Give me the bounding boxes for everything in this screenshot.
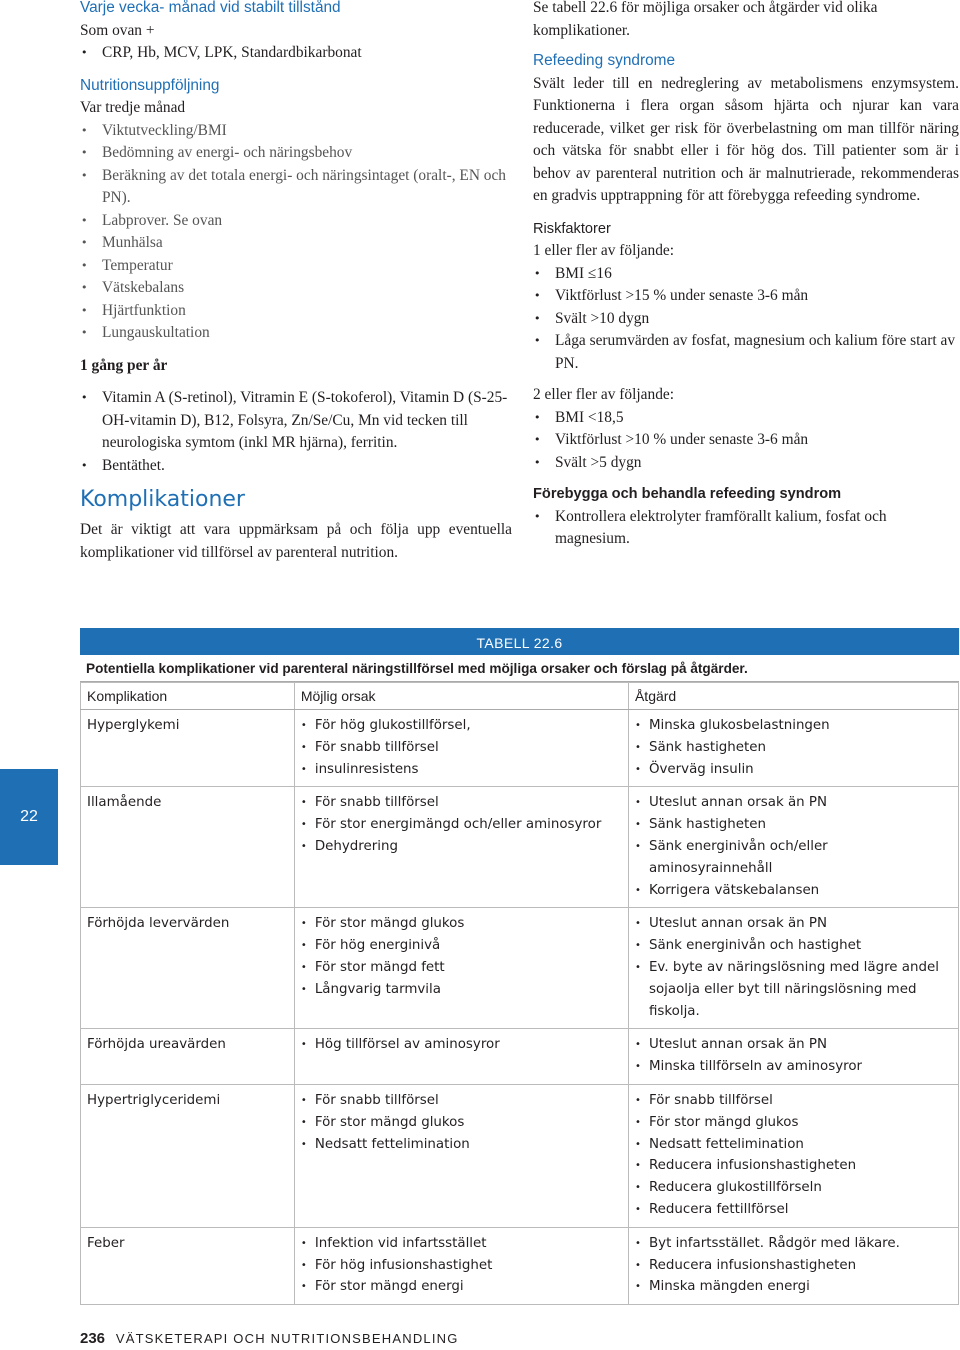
cell-list-item: • För snabb tillförsel xyxy=(635,1090,952,1112)
cell-list-item: • För stor mängd glukos xyxy=(635,1112,952,1134)
cell-komplikation: Illamående xyxy=(81,787,295,908)
cell-atgard xyxy=(628,1029,958,1085)
list-item: • Viktutveckling/BMI xyxy=(80,120,512,143)
cell-list-item: • Uteslut annan orsak än PN xyxy=(635,792,952,814)
list-item: • Vitamin A (S-retinol), Vitramin E (S-tokoferol), Vitamin D (S-25-OH-vitamin D), B12, Folsyra, Zn/Se/Cu, Mn vid tecken till neurologiska symtom (inkl MR hjärna), ferritin. xyxy=(80,387,512,455)
list-item: • CRP, Hb, MCV, LPK, Standardbikarbonat xyxy=(80,42,512,65)
page-footer xyxy=(80,1330,459,1347)
cell-list-item: • För stor mängd energi xyxy=(301,1276,622,1298)
weekly-list xyxy=(80,42,512,65)
refeeding-heading: Refeeding syndrome xyxy=(533,52,676,69)
list-item: • Bentäthet. xyxy=(80,455,512,478)
cell-list-item: • Minska tillförseln av aminosyror xyxy=(635,1056,952,1078)
complications-table-block xyxy=(80,628,959,1305)
list-item: • Lungauskultation xyxy=(80,322,512,345)
cell-list-item: • Dehydrering xyxy=(301,836,622,858)
yearly-heading: 1 gång per år xyxy=(80,356,168,374)
cell-list-item: • Korrigera vätskebalansen xyxy=(635,880,952,902)
table-caption: Potentiella komplikationer vid parenteral näringstillförsel med möjliga orsaker och förslag på åtgärder. xyxy=(80,655,959,682)
weekly-intro: Som ovan + xyxy=(80,21,155,39)
list-item: • Låga serumvärden av fosfat, magnesium och kalium före start av PN. xyxy=(533,330,959,375)
cell-list-item: • Reducera fettillförsel xyxy=(635,1199,952,1221)
cell-komplikation: Hypertriglyceridemi xyxy=(81,1084,295,1227)
header-atgard: Åtgärd xyxy=(628,683,958,710)
cell-list-item: • För stor mängd fett xyxy=(301,957,622,979)
cell-list-item: • Minska mängden energi xyxy=(635,1276,952,1298)
cell-list-item: • Reducera infusionshastigheten xyxy=(635,1155,952,1177)
table-row xyxy=(81,1084,959,1227)
two-or-more-list xyxy=(533,407,959,475)
cell-list-item: • Nedsatt fettelimination xyxy=(301,1134,622,1156)
table-label: TABELL 22.6 xyxy=(80,628,959,655)
see-table-text: Se tabell 22.6 för möjliga orsaker och åtgärder vid olika komplikationer. xyxy=(533,0,878,39)
cell-list-item: • Reducera glukostillförseln xyxy=(635,1177,952,1199)
cell-atgard xyxy=(628,1084,958,1227)
list-item: • Viktförlust >10 % under senaste 3-6 mån xyxy=(533,429,959,452)
table-row xyxy=(81,710,959,787)
cell-list-item: • Reducera infusionshastigheten xyxy=(635,1255,952,1277)
cell-list-item: • För hög infusionshastighet xyxy=(301,1255,622,1277)
cell-list-item: • Sänk hastigheten xyxy=(635,814,952,836)
cell-list-item: • För stor energimängd och/eller aminosyror xyxy=(301,814,622,836)
cell-orsak xyxy=(294,1084,628,1227)
cell-orsak xyxy=(294,1227,628,1304)
footer-section: VÄTSKETERAPI OCH NUTRITIONSBEHANDLING xyxy=(115,1331,459,1346)
complications-text: Det är viktigt att vara uppmärksam på och följa upp eventuella komplikationer vid tillförsel av parenteral nutrition. xyxy=(80,521,512,561)
cell-list-item: • Infektion vid infartsstället xyxy=(301,1233,622,1255)
cell-list-item: • För stor mängd glukos xyxy=(301,1112,622,1134)
list-item: • Munhälsa xyxy=(80,232,512,255)
list-item: • Svält >10 dygn xyxy=(533,308,959,331)
cell-list-item: • Nedsatt fettelimination xyxy=(635,1134,952,1156)
list-item: • Svält >5 dygn xyxy=(533,452,959,475)
one-or-more-list xyxy=(533,263,959,376)
table-row xyxy=(81,1029,959,1085)
cell-list-item: • För snabb tillförsel xyxy=(301,792,622,814)
list-item: • Viktförlust >15 % under senaste 3-6 mån xyxy=(533,285,959,308)
cell-list-item: • Ev. byte av näringslösning med lägre andel sojaolja eller byt till näringslösning med fiskolja. xyxy=(635,957,952,1022)
quarterly-list xyxy=(80,120,512,345)
table-row xyxy=(81,908,959,1029)
cell-orsak xyxy=(294,787,628,908)
cell-atgard xyxy=(628,908,958,1029)
list-item: • Bedömning av energi- och näringsbehov xyxy=(80,142,512,165)
cell-list-item: • Minska glukosbelastningen xyxy=(635,715,952,737)
prevent-heading: Förebygga och behandla refeeding syndrom xyxy=(533,486,842,502)
cell-list-item: • För snabb tillförsel xyxy=(301,1090,622,1112)
cell-list-item: • insulinresistens xyxy=(301,759,622,781)
table-row xyxy=(81,1227,959,1304)
list-item: • BMI <18,5 xyxy=(533,407,959,430)
cell-atgard xyxy=(628,1227,958,1304)
cell-komplikation: Förhöjda levervärden xyxy=(81,908,295,1029)
right-column xyxy=(533,0,959,551)
cell-list-item: • Långvarig tarmvila xyxy=(301,979,622,1001)
cell-list-item: • Sänk energinivån och hastighet xyxy=(635,935,952,957)
cell-atgard xyxy=(628,787,958,908)
list-item: • Temperatur xyxy=(80,255,512,278)
one-or-more: 1 eller fler av följande: xyxy=(533,242,675,259)
table-row xyxy=(81,787,959,908)
cell-list-item: • För stor mängd glukos xyxy=(301,913,622,935)
cell-list-item: • Byt infartsstället. Rådgör med läkare. xyxy=(635,1233,952,1255)
cell-list-item: • För snabb tillförsel xyxy=(301,737,622,759)
cell-komplikation: Feber xyxy=(81,1227,295,1304)
cell-atgard xyxy=(628,710,958,787)
weekly-heading: Varje vecka- månad vid stabilt tillstånd xyxy=(80,0,341,16)
left-column xyxy=(80,0,512,564)
cell-orsak xyxy=(294,1029,628,1085)
refeeding-text: Svält leder till en nedreglering av metabolismens enzymsystem. Funktionerna i flera organ såsom hjärta och njurar kan vara reducerade, vilket ger risk för överbelastning om man tillför näring och vätska för snabbt eller i för hög dos. Till patienter som är i behov av parenteral nutrition och är malnutrierade, rekommenderas en gradvis upptrappning för att förebygga refeeding syndrome. xyxy=(533,74,959,204)
header-mojlig-orsak: Möjlig orsak xyxy=(294,683,628,710)
two-or-more: 2 eller fler av följande: xyxy=(533,386,675,403)
cell-list-item: • Uteslut annan orsak än PN xyxy=(635,1034,952,1056)
cell-komplikation: Hyperglykemi xyxy=(81,710,295,787)
cell-list-item: • Uteslut annan orsak än PN xyxy=(635,913,952,935)
complications-title: Komplikationer xyxy=(80,487,245,512)
cell-list-item: • För hög energinivå xyxy=(301,935,622,957)
cell-list-item: • För hög glukostillförsel, xyxy=(301,715,622,737)
cell-komplikation: Förhöjda ureavärden xyxy=(81,1029,295,1085)
cell-orsak xyxy=(294,710,628,787)
page-number: 236 xyxy=(80,1330,106,1347)
list-item: • BMI ≤16 xyxy=(533,263,959,286)
list-item: • Beräkning av det totala energi- och näringsintaget (oralt-, EN och PN). xyxy=(80,165,512,210)
cell-list-item: • Överväg insulin xyxy=(635,759,952,781)
list-item: • Hjärtfunktion xyxy=(80,300,512,323)
list-item: • Labprover. Se ovan xyxy=(80,210,512,233)
nutrition-heading: Nutritionsuppföljning xyxy=(80,76,220,94)
cell-list-item: • Sänk hastigheten xyxy=(635,737,952,759)
prevent-list xyxy=(533,506,959,551)
yearly-list xyxy=(80,387,512,477)
header-komplikation: Komplikation xyxy=(81,683,295,710)
cell-orsak xyxy=(294,908,628,1029)
risk-heading: Riskfaktorer xyxy=(533,220,611,237)
complications-table xyxy=(80,682,959,1305)
table-header-row xyxy=(81,683,959,710)
list-item: • Kontrollera elektrolyter framförallt kalium, fosfat och magnesium. xyxy=(533,506,959,551)
cell-list-item: • Hög tillförsel av aminosyror xyxy=(301,1034,622,1056)
chapter-tab: 22 xyxy=(0,769,58,865)
list-item: • Vätskebalans xyxy=(80,277,512,300)
every-third-month: Var tredje månad xyxy=(80,99,186,116)
cell-list-item: • Sänk energinivån och/eller aminosyrainnehåll xyxy=(635,836,952,880)
